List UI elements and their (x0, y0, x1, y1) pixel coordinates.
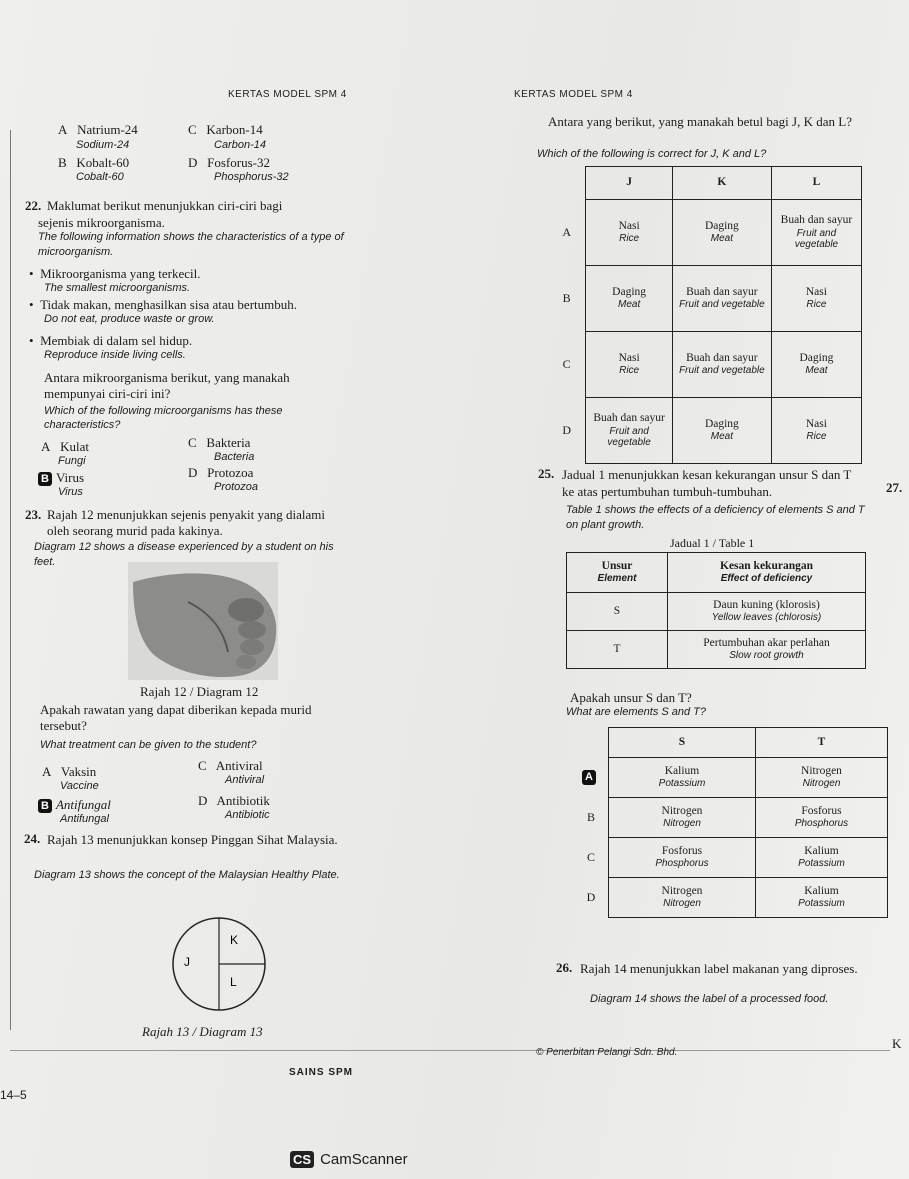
q25-table-1 (566, 552, 866, 669)
q25-option-label: B (586, 809, 595, 824)
q24-row-label: C (562, 356, 571, 371)
q22-option-c-en: Bacteria (214, 451, 255, 463)
q22-stem-en: The following information shows the characteristics of a type of microorganism. (38, 231, 344, 258)
q22-stem-ms-2: sejenis mikroorganisma. (38, 215, 165, 230)
q25-table-caption: Jadual 1 / Table 1 (670, 536, 755, 550)
q22-question-ms: Antara mikroorganisma berikut, yang manakah mempunyai ciri-ciri ini? (44, 370, 290, 401)
q25-row-t (567, 631, 866, 669)
footer-page-number: 14–5 (0, 1088, 27, 1102)
q25-table-header (567, 553, 866, 593)
q25-options-header (574, 728, 888, 758)
q23-stem-ms: Rajah 12 menunjukkan sejenis penyakit yang dialami oleh seorang murid pada kakinya. (47, 507, 325, 538)
q24-row-b (548, 266, 862, 332)
q24-question-ms: Antara yang berikut, yang manakah betul bagi J, K dan L? (548, 114, 852, 129)
q21-option-d-en: Phosphorus-32 (214, 171, 289, 183)
plate-label-k: K (230, 933, 239, 947)
q25-option-s: Nitrogen Nitrogen (609, 878, 756, 918)
q24-question-en: Which of the following is correct for J, K and L? (537, 148, 767, 160)
q21-option-c-en: Carbon-14 (214, 139, 266, 151)
q23-option-c-en: Antiviral (225, 774, 265, 786)
q25-options-corner (574, 728, 609, 758)
q25-option-label (574, 758, 609, 798)
q23-option-b: B Antifungal (38, 797, 111, 813)
answer-mark-b: B (38, 472, 52, 486)
header-right: KERTAS MODEL SPM 4 (514, 89, 633, 100)
q24-cell: Nasi Rice (586, 332, 673, 398)
toe-1 (228, 598, 264, 622)
q25-options-table (574, 727, 888, 918)
q26-stem-en: Diagram 14 shows the label of a processed food. (590, 993, 829, 1005)
q25-stem-en: Table 1 shows the effects of a deficiency of elements S and T on plant growth. (566, 504, 865, 531)
answer-mark-b: B (38, 799, 52, 813)
q24-row-a (548, 200, 862, 266)
q25-options-table-wrap (574, 727, 888, 918)
footer-subject: SAINS SPM (289, 1067, 354, 1078)
q25-option-label: C (586, 849, 595, 864)
margin-letter-k: K (892, 1036, 902, 1051)
q25-option-t: Kalium Potassium (756, 878, 888, 918)
header-left: KERTAS MODEL SPM 4 (228, 89, 347, 100)
q22-stem-ms-1: Maklumat berikut menunjukkan ciri-ciri bagi (47, 198, 283, 213)
q25-option-s: Fosforus Phosphorus (609, 838, 756, 878)
q23-option-b-en: Antifungal (60, 813, 109, 825)
q22-bullet-2-en: Do not eat, produce waste or grow. (44, 313, 215, 325)
q22-option-d: D Protozoa (188, 465, 254, 480)
q22-question-en: Which of the following microorganisms has these characteristics? (44, 405, 283, 431)
toe-2 (238, 621, 266, 639)
healthy-plate-diagram (158, 914, 280, 1014)
q24-options-table-wrap (548, 166, 862, 464)
q25-table-wrap (566, 552, 866, 669)
q22-option-b-en: Virus (58, 486, 83, 498)
q25-cell-effect: Pertumbuhan akar perlahan Slow root growth (668, 631, 866, 669)
q24-row-d (548, 398, 862, 464)
q24-cell: Buah dan sayur Fruit and vegetable (586, 398, 673, 464)
answer-mark-a: A (582, 770, 596, 785)
q22-option-b: B Virus (38, 470, 84, 486)
q22-bullet-3: • Membiak di dalam sel hidup. (29, 333, 193, 348)
q24-options-table (548, 166, 862, 464)
q24-table-header-row (548, 167, 862, 200)
q25-option-s: Nitrogen Nitrogen (609, 798, 756, 838)
q23-option-a-en: Vaccine (60, 780, 99, 792)
q25-cell-element: S (567, 593, 668, 631)
q26-stem-ms: Rajah 14 menunjukkan label makanan yang diproses. (580, 961, 858, 976)
q25-option-c (574, 838, 888, 878)
q22-bullet-1-en: The smallest microorganisms. (44, 282, 191, 294)
q23-option-d: D Antibiotik (198, 793, 270, 808)
q22-bullet-3-en: Reproduce inside living cells. (44, 349, 186, 361)
q24-cell: Nasi Rice (771, 266, 861, 332)
q21-option-a-en: Sodium-24 (76, 139, 130, 151)
q24-cell: Buah dan sayur Fruit and vegetable (672, 266, 771, 332)
q24-cell: Buah dan sayur Fruit and vegetable (672, 332, 771, 398)
q21-option-b: B Kobalt-60 (58, 155, 130, 170)
q25-option-a (574, 758, 888, 798)
q23-option-d-en: Antibiotic (225, 809, 270, 821)
q25-option-s: Kalium Potassium (609, 758, 756, 798)
toe-4 (236, 655, 256, 669)
q24-row-label: B (562, 290, 571, 305)
q25-th-effect: Kesan kekurangan Effect of deficiency (668, 553, 866, 593)
q24-cell: Daging Meat (672, 200, 771, 266)
q24-header-l: L (771, 167, 861, 200)
q24-cell: Daging Meat (771, 332, 861, 398)
q25-stem-ms: Jadual 1 menunjukkan kesan kekurangan unsur S dan T ke atas pertumbuhan tumbuh-tumbuhan. (562, 467, 852, 499)
q23-option-c: C Antiviral (198, 758, 263, 773)
q24-caption: Rajah 13 / Diagram 13 (142, 1024, 263, 1039)
q24-cell: Daging Meat (586, 266, 673, 332)
camscanner-watermark (290, 1151, 408, 1168)
q25-option-d (574, 878, 888, 918)
footer-publisher: © Penerbitan Pelangi Sdn. Bhd. (536, 1047, 678, 1058)
q25-option-label: D (586, 889, 596, 904)
q21-option-d: D Fosforus-32 (188, 155, 270, 170)
q25-number: 25. (538, 466, 555, 481)
q24-row-label: A (562, 224, 571, 239)
q24-stem-ms: Rajah 13 menunjukkan konsep Pinggan Sihat Malaysia. (47, 832, 338, 847)
q22-option-a: A Kulat (41, 439, 90, 454)
camscanner-logo: CS (290, 1151, 314, 1168)
margin-question-27: 27. (886, 480, 903, 495)
q23-option-a: A Vaksin (42, 764, 97, 779)
q24-cell: Nasi Rice (771, 398, 861, 464)
q22-bullet-2: • Tidak makan, menghasilkan sisa atau bertumbuh. (29, 297, 298, 312)
q21-option-b-en: Cobalt-60 (76, 171, 124, 183)
q25-th-element: Unsur Element (567, 553, 668, 593)
q23-caption: Rajah 12 / Diagram 12 (140, 684, 259, 699)
q25-option-b (574, 798, 888, 838)
q25-question-en: What are elements S and T? (566, 706, 707, 718)
q25-cell-effect: Daun kuning (klorosis) Yellow leaves (chlorosis) (668, 593, 866, 631)
camscanner-name: CamScanner (320, 1151, 408, 1168)
q23-question-ms: Apakah rawatan yang dapat diberikan kepada murid tersebut? (40, 702, 312, 733)
q22-option-c: C Bakteria (188, 435, 251, 450)
footer-divider (10, 1050, 890, 1051)
q25-option-t: Kalium Potassium (756, 838, 888, 878)
q24-row-label: D (562, 422, 571, 437)
q24-stem-en: Diagram 13 shows the concept of the Malaysian Healthy Plate. (34, 869, 340, 881)
plate-label-l: L (230, 975, 237, 989)
plate-label-j: J (184, 955, 190, 969)
q25-question-ms: Apakah unsur S dan T? (570, 690, 692, 705)
q21-option-a: A Natrium-24 (58, 122, 138, 137)
q25-row-s (567, 593, 866, 631)
q22-bullet-1: • Mikroorganisma yang terkecil. (29, 266, 201, 281)
q23-question-en: What treatment can be given to the student? (40, 739, 257, 751)
q25-header-t: T (756, 728, 888, 758)
left-border-line (10, 130, 11, 1030)
q24-header-j: J (586, 167, 673, 200)
q24-table-corner (548, 167, 586, 200)
q22-option-a-en: Fungi (58, 455, 86, 467)
q24-cell: Daging Meat (672, 398, 771, 464)
q25-cell-element: T (567, 631, 668, 669)
q26-number: 26. (556, 960, 573, 975)
q24-number: 24. (24, 831, 41, 846)
q25-option-t: Nitrogen Nitrogen (756, 758, 888, 798)
q22-number: 22. (25, 198, 42, 213)
q24-header-k: K (672, 167, 771, 200)
q21-option-c: C Karbon-14 (188, 122, 263, 137)
toe-3 (240, 639, 264, 655)
q25-option-t: Fosforus Phosphorus (756, 798, 888, 838)
q22-option-d-en: Protozoa (214, 481, 259, 493)
q25-header-s: S (609, 728, 756, 758)
q24-cell: Nasi Rice (586, 200, 673, 266)
foot-image (128, 562, 278, 680)
q24-row-c (548, 332, 862, 398)
q24-cell: Buah dan sayur Fruit and vegetable (771, 200, 861, 266)
q23-number: 23. (25, 507, 42, 522)
q23-stem-en: Diagram 12 shows a disease experienced by a student on his feet. (34, 541, 334, 568)
